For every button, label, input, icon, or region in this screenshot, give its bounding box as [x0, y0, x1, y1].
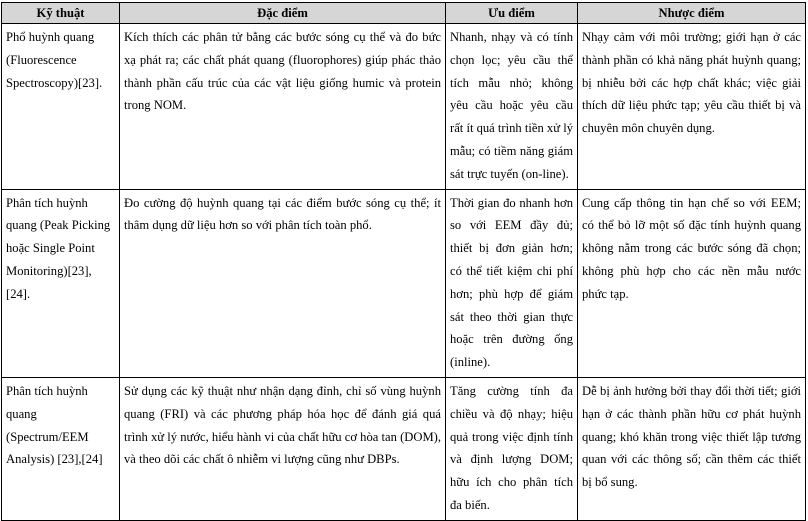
cell-technique: Phân tích huỳnh quang (Spectrum/EEM Analysis) [23],[24] — [2, 377, 120, 520]
header-disadvantages: Nhược điểm — [578, 3, 806, 24]
cell-disadvantages: Cung cấp thông tin hạn chế so với EEM; có thể bỏ lỡ một số đặc tính huỳnh quang không nằm trong các bước sóng đã chọn; không phù hợp cho các nền mẫu nước phức tạp. — [578, 189, 806, 377]
comparison-table — [1, 2, 806, 521]
cell-features: Đo cường độ huỳnh quang tại các điểm bước sóng cụ thể; ít thâm dụng dữ liệu hơn so với phân tích toàn phổ. — [120, 189, 446, 377]
cell-features: Kích thích các phân tử bằng các bước sóng cụ thể và đo bức xạ phát ra; các chất phát quang (fluorophores) giúp phác thảo thành phần cấu trúc của các vật liệu giống humic và protein trong NOM. — [120, 24, 446, 190]
cell-features: Sử dụng các kỹ thuật như nhận dạng đỉnh, chỉ số vùng huỳnh quang (FRI) và các phương pháp hóa học để đánh giá quá trình xử lý nước, hiểu hành vi của chất hữu cơ hòa tan (DOM), và theo dõi các chất ô nhiễm vi lượng cũng như DBPs. — [120, 377, 446, 520]
cell-technique: Phân tích huỳnh quang (Peak Picking hoặc Single Point Monitoring)[23],[24]. — [2, 189, 120, 377]
cell-advantages: Thời gian đo nhanh hơn so với EEM đầy đủ; thiết bị đơn giản hơn; có thể tiết kiệm chi phí hơn; phù hợp để giám sát theo thời gian thực hoặc trên đường ống (inline). — [446, 189, 578, 377]
header-technique: Kỹ thuật — [2, 3, 120, 24]
table-row — [2, 24, 806, 190]
cell-advantages: Nhanh, nhạy và có tính chọn lọc; yêu cầu thể tích mẫu nhỏ; không yêu cầu hoặc yêu cầu rất ít quá trình tiền xử lý mẫu; có tiềm năng giám sát trực tuyến (on-line). — [446, 24, 578, 190]
header-advantages: Ưu điểm — [446, 3, 578, 24]
header-features: Đặc điểm — [120, 3, 446, 24]
table-row — [2, 189, 806, 377]
cell-advantages: Tăng cường tính đa chiều và độ nhạy; hiệu quả trong việc định tính và định lượng DOM; hữu ích cho phân tích đa biến. — [446, 377, 578, 520]
cell-disadvantages: Dễ bị ảnh hưởng bởi thay đổi thời tiết; giới hạn ở các thành phần hữu cơ phát huỳnh quang; khó khăn trong việc thiết lập tương quan với các thông số; cần thêm các thiết bị bổ sung. — [578, 377, 806, 520]
cell-disadvantages: Nhạy cảm với môi trường; giới hạn ở các thành phần có khả năng phát huỳnh quang; bị nhiễu bởi các hợp chất khác; việc giải thích dữ liệu phức tạp; yêu cầu thiết bị và chuyên môn chuyên dụng. — [578, 24, 806, 190]
table-row — [2, 377, 806, 520]
table-header-row — [2, 3, 806, 24]
cell-technique: Phổ huỳnh quang (Fluorescence Spectroscopy)[23]. — [2, 24, 120, 190]
